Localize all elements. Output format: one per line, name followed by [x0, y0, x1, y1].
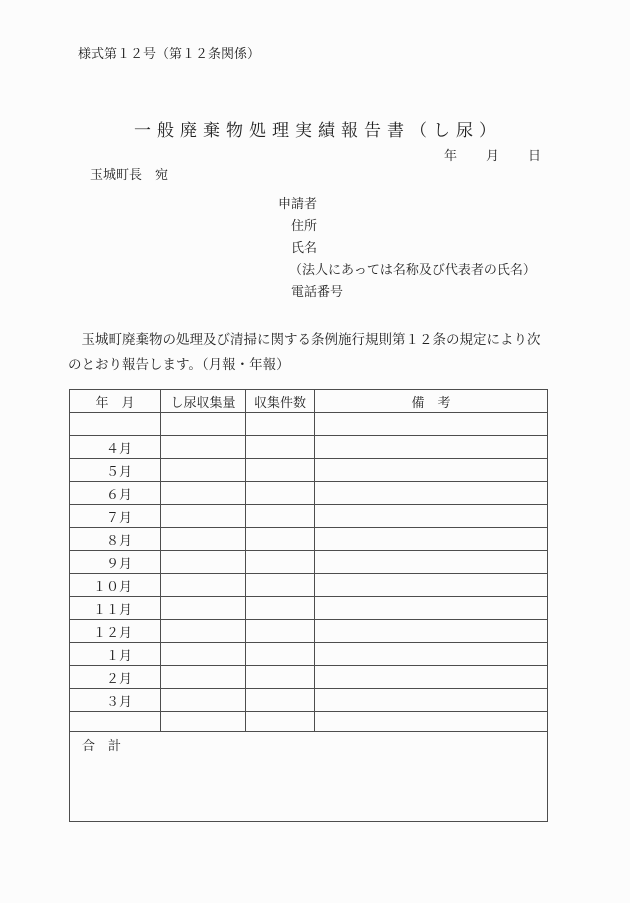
applicant-name-label: 氏名: [291, 241, 318, 256]
body-line-1: 玉城町廃棄物の処理及び清掃に関する条例施行規則第１２条の規定により次: [68, 332, 541, 348]
table-row: [70, 689, 548, 712]
collection-count-cell: [246, 597, 315, 620]
collection-amount-cell: [161, 689, 246, 712]
table-row: [70, 643, 548, 666]
month-cell: ３月: [70, 689, 161, 712]
collection-amount-cell: [161, 620, 246, 643]
month-cell: １０月: [70, 574, 161, 597]
collection-count-cell: [246, 436, 315, 459]
table-row: [70, 436, 548, 459]
remarks-cell: [315, 505, 548, 528]
table-row: [70, 459, 548, 482]
document-title: 一般廃棄物処理実績報告書（し尿）: [134, 121, 502, 141]
header-collection-amount: し尿収集量: [161, 390, 246, 413]
empty-row-bottom: [70, 712, 548, 732]
collection-amount-cell: [161, 436, 246, 459]
table-row: [70, 551, 548, 574]
collection-count-cell: [246, 413, 315, 436]
total-row: [70, 732, 548, 822]
month-cell: ５月: [70, 459, 161, 482]
collection-amount-cell: [161, 643, 246, 666]
table-row: [70, 666, 548, 689]
collection-amount-cell: [161, 551, 246, 574]
collection-count-cell: [246, 712, 315, 732]
applicant-address-label: 住所: [291, 219, 318, 234]
collection-amount-cell: [161, 505, 246, 528]
empty-row-top: [70, 413, 548, 436]
collection-count-cell: [246, 551, 315, 574]
month-cell: ８月: [70, 528, 161, 551]
collection-amount-cell: [161, 413, 246, 436]
header-year-month: 年 月: [70, 390, 161, 413]
total-label-cell: 合 計: [70, 732, 548, 822]
collection-amount-cell: [161, 574, 246, 597]
report-table: [69, 389, 548, 822]
remarks-cell: [315, 712, 548, 732]
table-row: [70, 574, 548, 597]
applicant-label: 申請者: [278, 197, 318, 212]
month-cell: ４月: [70, 436, 161, 459]
collection-count-cell: [246, 666, 315, 689]
collection-count-cell: [246, 574, 315, 597]
remarks-cell: [315, 643, 548, 666]
remarks-cell: [315, 597, 548, 620]
month-cell: １２月: [70, 620, 161, 643]
month-cell: ２月: [70, 666, 161, 689]
month-cell: [70, 413, 161, 436]
month-cell: ６月: [70, 482, 161, 505]
collection-amount-cell: [161, 712, 246, 732]
remarks-cell: [315, 459, 548, 482]
collection-amount-cell: [161, 459, 246, 482]
collection-count-cell: [246, 482, 315, 505]
month-cell: １月: [70, 643, 161, 666]
table-header-row: [70, 390, 548, 413]
remarks-cell: [315, 551, 548, 574]
applicant-phone-label: 電話番号: [291, 285, 344, 300]
collection-count-cell: [246, 459, 315, 482]
remarks-cell: [315, 689, 548, 712]
remarks-cell: [315, 413, 548, 436]
remarks-cell: [315, 574, 548, 597]
collection-amount-cell: [161, 597, 246, 620]
table-row: [70, 482, 548, 505]
collection-count-cell: [246, 528, 315, 551]
table-row: [70, 597, 548, 620]
collection-count-cell: [246, 620, 315, 643]
addressee-line: 玉城町長 宛: [90, 168, 169, 183]
form-number: 様式第１２号（第１２条関係）: [78, 47, 261, 62]
month-cell: １１月: [70, 597, 161, 620]
month-cell: [70, 712, 161, 732]
collection-amount-cell: [161, 528, 246, 551]
remarks-cell: [315, 436, 548, 459]
collection-amount-cell: [161, 482, 246, 505]
table-row: [70, 620, 548, 643]
remarks-cell: [315, 482, 548, 505]
collection-count-cell: [246, 689, 315, 712]
applicant-name-note: （法人にあっては名称及び代表者の氏名）: [289, 263, 536, 278]
collection-count-cell: [246, 643, 315, 666]
date-line: 年 月 日: [444, 149, 543, 164]
body-paragraph: [68, 328, 560, 378]
table-row: [70, 528, 548, 551]
header-remarks: 備 考: [315, 390, 548, 413]
remarks-cell: [315, 620, 548, 643]
collection-count-cell: [246, 505, 315, 528]
collection-amount-cell: [161, 666, 246, 689]
remarks-cell: [315, 666, 548, 689]
body-line-2: のとおり報告します。（月報・年報）: [68, 357, 290, 373]
remarks-cell: [315, 528, 548, 551]
month-cell: ７月: [70, 505, 161, 528]
header-collection-count: 収集件数: [246, 390, 315, 413]
month-cell: ９月: [70, 551, 161, 574]
table-row: [70, 505, 548, 528]
